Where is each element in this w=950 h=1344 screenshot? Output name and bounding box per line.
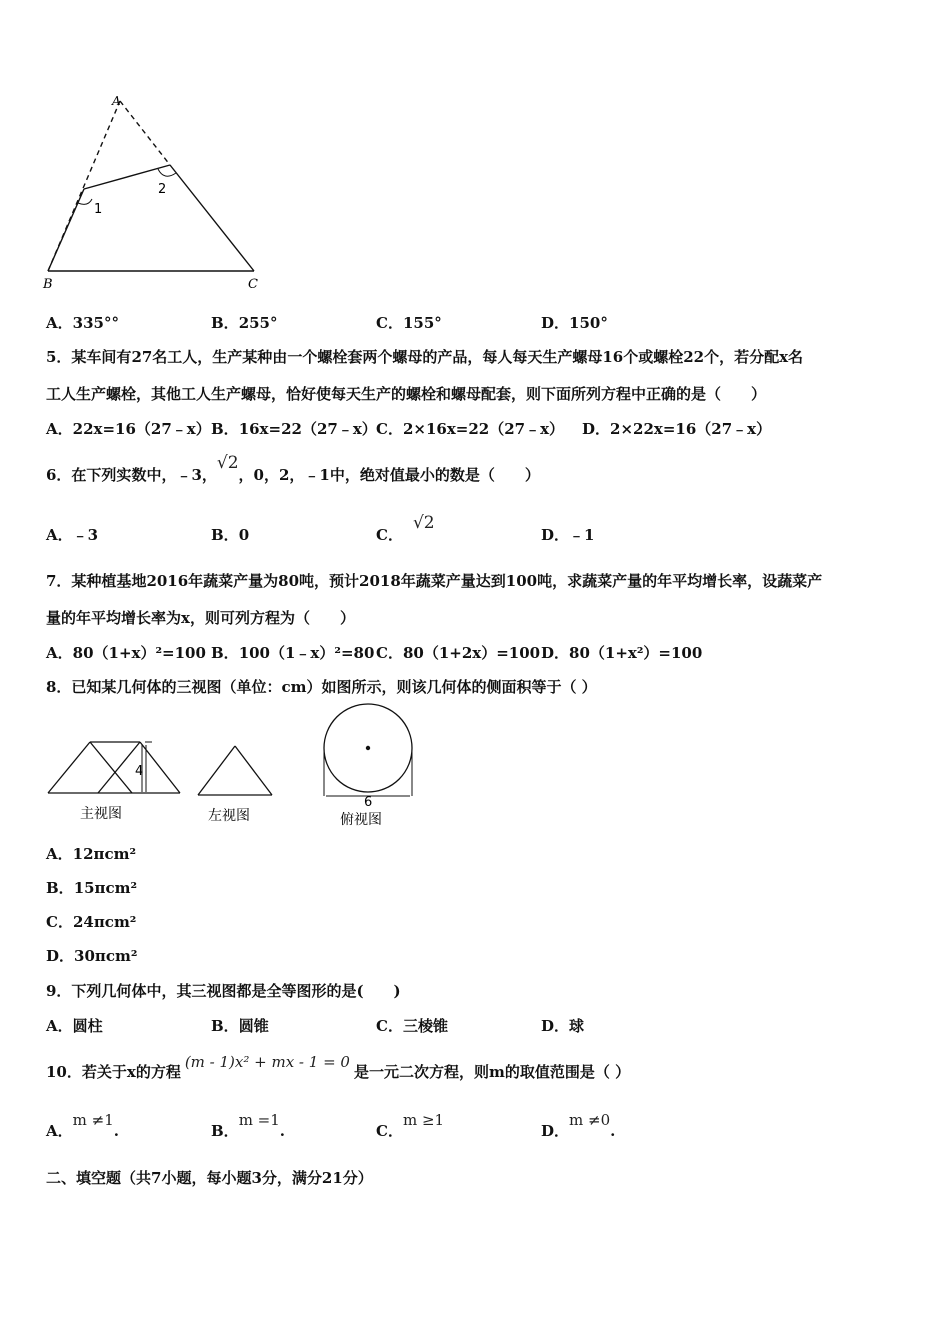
q7-option-b[interactable]: B．100（1﹣x）²=80 xyxy=(211,644,375,662)
q8-option-c[interactable]: C．24πcm² xyxy=(46,913,137,931)
front-view-label: 主视图 xyxy=(80,806,122,822)
q8-stem: 8．已知某几何体的三视图（单位：cm）如图所示，则该几何体的侧面积等于（ ） xyxy=(46,678,597,696)
vertex-a-label: A xyxy=(112,95,121,108)
q6-stem: 6．在下列实数中，﹣3，√2，0，2，﹣1中，绝对值最小的数是（ ） xyxy=(46,453,540,484)
width-label: 6 xyxy=(364,795,373,810)
sqrt2-term: √2 xyxy=(216,453,239,473)
side-view-label: 左视图 xyxy=(208,808,250,824)
q6-option-d[interactable]: D．﹣1 xyxy=(541,526,595,544)
q5-stem-line2: 工人生产螺栓，其他工人生产螺母，恰好使每天生产的螺栓和螺母配套，则下面所列方程中正确的是（ ） xyxy=(46,385,767,403)
q7-option-a[interactable]: A．80（1+x）²=100 xyxy=(46,644,206,662)
q10-option-b[interactable]: B．m =1. xyxy=(211,1111,286,1140)
q5-option-b[interactable]: B．16x=22（27﹣x） xyxy=(211,420,377,438)
q10-option-a[interactable]: A．m ≠1. xyxy=(46,1111,119,1140)
three-views-figure xyxy=(40,700,430,830)
q6-option-a[interactable]: A．﹣3 xyxy=(46,526,99,544)
q10-option-c[interactable]: C．m ≥1 xyxy=(376,1111,445,1140)
q8-option-b[interactable]: B．15πcm² xyxy=(46,879,138,897)
q7-option-c[interactable]: C．80（1+2x）=100 xyxy=(376,644,541,662)
height-label: 4 xyxy=(135,764,144,779)
q7-option-d[interactable]: D．80（1+x²）=100 xyxy=(541,644,703,662)
q4-option-b[interactable]: B．255° xyxy=(211,314,278,332)
angle2-label: 2 xyxy=(158,182,167,197)
q9-option-c[interactable]: C．三棱锥 xyxy=(376,1017,448,1035)
q9-option-a[interactable]: A．圆柱 xyxy=(46,1017,103,1035)
q6-option-b[interactable]: B．0 xyxy=(211,526,250,544)
q9-option-d[interactable]: D．球 xyxy=(541,1017,585,1035)
q9-stem: 9．下列几何体中，其三视图都是全等图形的是( ) xyxy=(46,982,401,1000)
q10-equation: (m - 1)x² + mx - 1 = 0 xyxy=(184,1053,350,1071)
angle1-label: 1 xyxy=(94,202,103,217)
q10-stem: 10．若关于x的方程(m - 1)x² + mx - 1 = 0是一元二次方程，则m的取值范围是（ ） xyxy=(46,1053,631,1081)
q5-stem-line1: 5．某车间有27名工人，生产某种由一个螺栓套两个螺母的产品，每人每天生产螺母16个或螺栓22个，若分配x名 xyxy=(46,348,804,366)
q5-option-d[interactable]: D．2×22x=16（27﹣x） xyxy=(582,420,772,438)
q9-option-b[interactable]: B．圆锥 xyxy=(211,1017,269,1035)
q8-option-a[interactable]: A．12πcm² xyxy=(46,845,137,863)
q7-stem-line2: 量的年平均增长率为x，则可列方程为（ ） xyxy=(46,609,355,627)
q4-option-d[interactable]: D．150° xyxy=(541,314,608,332)
section2-title: 二、填空题（共7小题，每小题3分，满分21分） xyxy=(46,1169,373,1187)
vertex-b-label: B xyxy=(43,277,53,292)
triangle-figure xyxy=(40,95,270,295)
q10-option-d[interactable]: D．m ≠0. xyxy=(541,1111,616,1140)
q4-option-c[interactable]: C．155° xyxy=(376,314,442,332)
q4-option-a[interactable]: A．335°° xyxy=(46,314,119,332)
q7-stem-line1: 7．某种植基地2016年蔬菜产量为80吨，预计2018年蔬菜产量达到100吨，求蔬菜产量的年平均增长率，设蔬菜产 xyxy=(46,572,823,590)
q8-option-d[interactable]: D．30πcm² xyxy=(46,947,138,965)
q6-option-c[interactable]: C．√2 xyxy=(376,513,435,544)
q5-option-c[interactable]: C．2×16x=22（27﹣x） xyxy=(376,420,565,438)
top-view-label: 俯视图 xyxy=(340,812,382,828)
q5-option-a[interactable]: A．22x=16（27﹣x） xyxy=(46,420,211,438)
vertex-c-label: C xyxy=(248,277,258,292)
